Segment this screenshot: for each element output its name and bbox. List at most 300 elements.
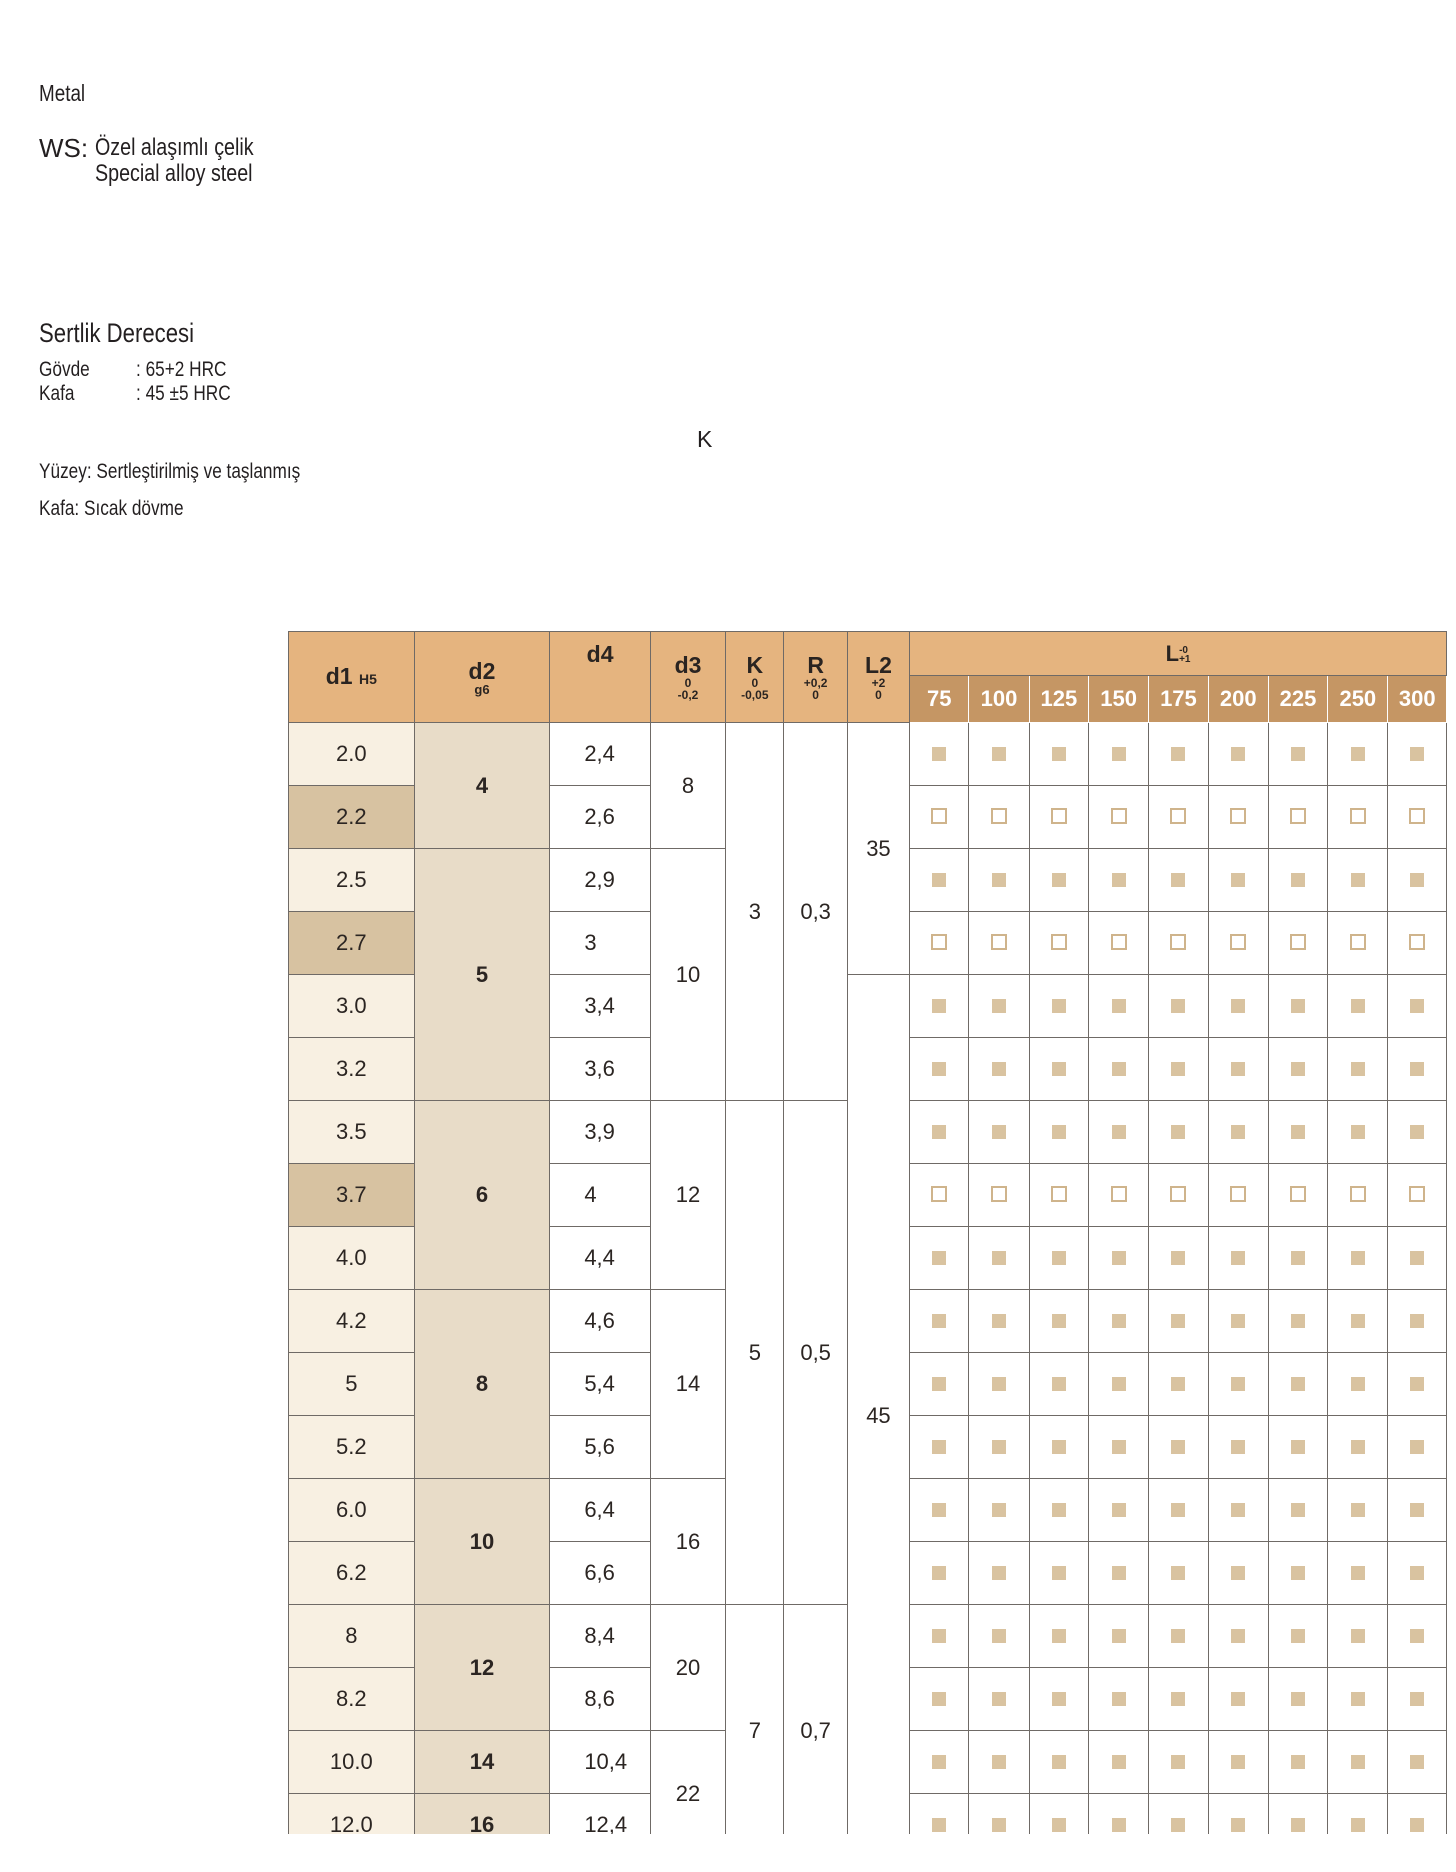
availability-cell <box>1388 1479 1447 1542</box>
filled-square-icon <box>1171 747 1185 761</box>
availability-cell <box>1029 786 1088 849</box>
filled-square-icon <box>1231 1503 1245 1517</box>
availability-cell <box>1088 1479 1148 1542</box>
filled-square-icon <box>1410 1755 1424 1769</box>
availability-cell <box>1029 1290 1088 1353</box>
header-r: R +0,2 0 <box>784 632 847 723</box>
availability-cell <box>1208 849 1268 912</box>
filled-square-icon <box>992 1377 1006 1391</box>
availability-cell <box>1388 786 1447 849</box>
l2-cell: 35 <box>847 723 909 975</box>
availability-cell <box>1328 1542 1388 1605</box>
filled-square-icon <box>932 1566 946 1580</box>
d2-cell: 14 <box>414 1731 550 1794</box>
open-square-icon <box>1111 1186 1127 1202</box>
filled-square-icon <box>992 1251 1006 1265</box>
filled-square-icon <box>1171 1125 1185 1139</box>
availability-cell <box>969 1038 1029 1101</box>
filled-square-icon <box>932 873 946 887</box>
filled-square-icon <box>1231 1755 1245 1769</box>
availability-cell <box>969 849 1029 912</box>
availability-cell <box>1029 1605 1088 1668</box>
filled-square-icon <box>1231 1251 1245 1265</box>
availability-cell <box>1208 786 1268 849</box>
availability-cell <box>1149 786 1208 849</box>
filled-square-icon <box>1291 1503 1305 1517</box>
availability-cell <box>1029 723 1088 786</box>
dimension-table-body <box>289 723 1447 1835</box>
filled-square-icon <box>1112 1692 1126 1706</box>
d1-cell: 3.7 <box>289 1164 415 1227</box>
availability-cell <box>1328 1038 1388 1101</box>
d3-cell: 10 <box>650 849 725 1101</box>
availability-cell <box>1088 1290 1148 1353</box>
availability-cell <box>1088 1668 1148 1731</box>
availability-cell <box>1029 1164 1088 1227</box>
d4-cell: 2,9 <box>550 849 651 912</box>
filled-square-icon <box>992 1314 1006 1328</box>
filled-square-icon <box>1171 1629 1185 1643</box>
availability-cell <box>1268 975 1327 1038</box>
d4-cell: 10,4 <box>550 1731 651 1794</box>
d3-cell: 22 <box>650 1731 725 1835</box>
open-square-icon <box>1230 934 1246 950</box>
header-d4: d4 <box>550 632 651 723</box>
availability-cell <box>1328 1353 1388 1416</box>
availability-cell <box>910 1731 969 1794</box>
filled-square-icon <box>1351 1755 1365 1769</box>
d1-cell: 5 <box>289 1353 415 1416</box>
filled-square-icon <box>1052 1629 1066 1643</box>
d4-cell: 2,6 <box>550 786 651 849</box>
filled-square-icon <box>1410 1314 1424 1328</box>
availability-cell <box>1088 1794 1148 1835</box>
availability-cell <box>1388 912 1447 975</box>
open-square-icon <box>1290 808 1306 824</box>
filled-square-icon <box>1231 1629 1245 1643</box>
availability-cell <box>1149 849 1208 912</box>
length-header-250: 250 <box>1328 676 1388 723</box>
availability-cell <box>1328 786 1388 849</box>
availability-cell <box>1149 723 1208 786</box>
availability-cell <box>1328 912 1388 975</box>
availability-cell <box>1328 1101 1388 1164</box>
filled-square-icon <box>1410 1251 1424 1265</box>
filled-square-icon <box>1112 1062 1126 1076</box>
length-header-175: 175 <box>1149 676 1208 723</box>
availability-cell <box>1149 1668 1208 1731</box>
availability-cell <box>1388 1605 1447 1668</box>
availability-cell <box>969 912 1029 975</box>
filled-square-icon <box>1112 1125 1126 1139</box>
filled-square-icon <box>1112 747 1126 761</box>
filled-square-icon <box>1052 1377 1066 1391</box>
availability-cell <box>1208 1479 1268 1542</box>
length-header-225: 225 <box>1268 676 1327 723</box>
filled-square-icon <box>1231 747 1245 761</box>
availability-cell <box>1328 1290 1388 1353</box>
availability-cell <box>910 723 969 786</box>
d1-cell: 2.2 <box>289 786 415 849</box>
filled-square-icon <box>1351 1062 1365 1076</box>
availability-cell <box>1029 975 1088 1038</box>
filled-square-icon <box>992 1125 1006 1139</box>
filled-square-icon <box>1112 1377 1126 1391</box>
availability-cell <box>1029 1353 1088 1416</box>
availability-cell <box>1088 1038 1148 1101</box>
open-square-icon <box>1230 1186 1246 1202</box>
availability-cell <box>1029 1731 1088 1794</box>
availability-cell <box>910 1479 969 1542</box>
availability-cell <box>1088 1164 1148 1227</box>
availability-cell <box>1029 1038 1088 1101</box>
filled-square-icon <box>992 999 1006 1013</box>
d1-cell: 10.0 <box>289 1731 415 1794</box>
filled-square-icon <box>1231 1818 1245 1832</box>
d4-cell: 8,4 <box>550 1605 651 1668</box>
d2-cell: 6 <box>414 1101 550 1290</box>
filled-square-icon <box>1231 873 1245 887</box>
filled-square-icon <box>1052 1251 1066 1265</box>
open-square-icon <box>1170 934 1186 950</box>
availability-cell <box>1268 1731 1327 1794</box>
hardness-head-value: : 45 ±5 HRC <box>136 382 231 405</box>
availability-cell <box>1328 1668 1388 1731</box>
l2-cell: 45 <box>847 975 909 1835</box>
availability-cell <box>1029 912 1088 975</box>
availability-cell <box>1268 1542 1327 1605</box>
filled-square-icon <box>1410 747 1424 761</box>
availability-cell <box>1149 1038 1208 1101</box>
availability-cell <box>1388 1038 1447 1101</box>
filled-square-icon <box>1351 1503 1365 1517</box>
filled-square-icon <box>932 1062 946 1076</box>
open-square-icon <box>1350 1186 1366 1202</box>
availability-cell <box>969 1101 1029 1164</box>
header-d2: d2 g6 <box>414 632 550 723</box>
filled-square-icon <box>1410 999 1424 1013</box>
availability-cell <box>1208 1290 1268 1353</box>
availability-cell <box>1268 1353 1327 1416</box>
availability-cell <box>1208 1542 1268 1605</box>
availability-cell <box>910 1794 969 1835</box>
availability-cell <box>1208 1164 1268 1227</box>
d3-cell: 14 <box>650 1290 725 1479</box>
availability-cell <box>1268 1227 1327 1290</box>
availability-cell <box>969 723 1029 786</box>
availability-cell <box>1149 1731 1208 1794</box>
open-square-icon <box>1290 934 1306 950</box>
material-name-en: Special alloy steel <box>95 160 253 187</box>
d2-cell: 10 <box>414 1479 550 1605</box>
availability-cell <box>1088 786 1148 849</box>
length-header-300: 300 <box>1388 676 1447 723</box>
filled-square-icon <box>932 747 946 761</box>
d4-cell: 6,6 <box>550 1542 651 1605</box>
availability-cell <box>1268 912 1327 975</box>
d4-cell: 3,9 <box>550 1101 651 1164</box>
filled-square-icon <box>992 1503 1006 1517</box>
availability-cell <box>969 1416 1029 1479</box>
filled-square-icon <box>1052 1692 1066 1706</box>
filled-square-icon <box>1112 873 1126 887</box>
r-cell: 0,5 <box>784 1101 847 1605</box>
open-square-icon <box>931 1186 947 1202</box>
availability-cell <box>969 1164 1029 1227</box>
filled-square-icon <box>932 1251 946 1265</box>
availability-cell <box>1328 1227 1388 1290</box>
availability-cell <box>969 975 1029 1038</box>
filled-square-icon <box>1410 1566 1424 1580</box>
filled-square-icon <box>1052 1503 1066 1517</box>
availability-cell <box>1208 1668 1268 1731</box>
filled-square-icon <box>992 1755 1006 1769</box>
filled-square-icon <box>1231 1692 1245 1706</box>
filled-square-icon <box>1351 747 1365 761</box>
availability-cell <box>1029 1416 1088 1479</box>
availability-cell <box>969 786 1029 849</box>
availability-cell <box>1029 1794 1088 1835</box>
availability-cell <box>910 1164 969 1227</box>
filled-square-icon <box>1171 1503 1185 1517</box>
availability-cell <box>1388 1794 1447 1835</box>
open-square-icon <box>1051 808 1067 824</box>
d1-cell: 6.0 <box>289 1479 415 1542</box>
availability-cell <box>1268 1479 1327 1542</box>
availability-cell <box>1088 1731 1148 1794</box>
availability-cell <box>969 1227 1029 1290</box>
d1-cell: 2.7 <box>289 912 415 975</box>
availability-cell <box>910 1227 969 1290</box>
availability-cell <box>1029 1101 1088 1164</box>
r-cell: 0,7 <box>784 1605 847 1835</box>
open-square-icon <box>1051 934 1067 950</box>
filled-square-icon <box>1231 1566 1245 1580</box>
availability-cell <box>910 1038 969 1101</box>
filled-square-icon <box>1112 1818 1126 1832</box>
open-square-icon <box>1409 934 1425 950</box>
availability-cell <box>910 1101 969 1164</box>
filled-square-icon <box>932 999 946 1013</box>
d3-cell: 8 <box>650 723 725 849</box>
open-square-icon <box>991 934 1007 950</box>
availability-cell <box>910 1668 969 1731</box>
availability-cell <box>1328 1731 1388 1794</box>
length-header-200: 200 <box>1208 676 1268 723</box>
filled-square-icon <box>1291 1062 1305 1076</box>
availability-cell <box>1149 1227 1208 1290</box>
filled-square-icon <box>1052 999 1066 1013</box>
availability-cell <box>1208 1731 1268 1794</box>
filled-square-icon <box>1052 1755 1066 1769</box>
availability-cell <box>1388 975 1447 1038</box>
d1-cell: 2.0 <box>289 723 415 786</box>
filled-square-icon <box>1112 1440 1126 1454</box>
d4-cell: 3,4 <box>550 975 651 1038</box>
availability-cell <box>1208 1794 1268 1835</box>
availability-cell <box>1268 786 1327 849</box>
filled-square-icon <box>1052 873 1066 887</box>
filled-square-icon <box>1231 1062 1245 1076</box>
open-square-icon <box>1111 808 1127 824</box>
d1-cell: 4.2 <box>289 1290 415 1353</box>
d1-cell: 8.2 <box>289 1668 415 1731</box>
filled-square-icon <box>1171 1251 1185 1265</box>
availability-cell <box>1388 1101 1447 1164</box>
filled-square-icon <box>1351 1125 1365 1139</box>
availability-cell <box>910 1416 969 1479</box>
hardness-body-label: Gövde <box>39 358 90 381</box>
availability-cell <box>1328 849 1388 912</box>
open-square-icon <box>931 934 947 950</box>
d1-cell: 2.5 <box>289 849 415 912</box>
availability-cell <box>1388 723 1447 786</box>
d2-cell: 16 <box>414 1794 550 1835</box>
d4-cell: 4,4 <box>550 1227 651 1290</box>
availability-cell <box>1088 849 1148 912</box>
header-k: K 0 -0,05 <box>726 632 784 723</box>
filled-square-icon <box>992 1062 1006 1076</box>
k-cell: 3 <box>726 723 784 1101</box>
availability-cell <box>1029 849 1088 912</box>
header-l: L -0 +1 <box>910 632 1447 676</box>
availability-cell <box>1268 1038 1327 1101</box>
availability-cell <box>1328 723 1388 786</box>
filled-square-icon <box>1410 1503 1424 1517</box>
availability-cell <box>1388 849 1447 912</box>
filled-square-icon <box>1171 1377 1185 1391</box>
availability-cell <box>1029 1227 1088 1290</box>
length-header-150: 150 <box>1088 676 1148 723</box>
d4-cell: 4 <box>550 1164 651 1227</box>
filled-square-icon <box>1171 1062 1185 1076</box>
availability-cell <box>910 1290 969 1353</box>
availability-cell <box>1029 1668 1088 1731</box>
d4-cell: 2,4 <box>550 723 651 786</box>
r-cell: 0,3 <box>784 723 847 1101</box>
availability-cell <box>1268 1605 1327 1668</box>
filled-square-icon <box>1052 1566 1066 1580</box>
filled-square-icon <box>1351 1251 1365 1265</box>
availability-cell <box>969 1794 1029 1835</box>
filled-square-icon <box>1052 1440 1066 1454</box>
filled-square-icon <box>1351 1818 1365 1832</box>
filled-square-icon <box>1291 1566 1305 1580</box>
open-square-icon <box>1170 808 1186 824</box>
filled-square-icon <box>1171 1692 1185 1706</box>
availability-cell <box>1328 1605 1388 1668</box>
open-square-icon <box>1409 1186 1425 1202</box>
d1-cell: 3.0 <box>289 975 415 1038</box>
filled-square-icon <box>1291 1125 1305 1139</box>
header-l2: L2 +2 0 <box>847 632 909 723</box>
filled-square-icon <box>1410 1125 1424 1139</box>
availability-cell <box>969 1479 1029 1542</box>
d4-cell: 5,6 <box>550 1416 651 1479</box>
d1-cell: 3.2 <box>289 1038 415 1101</box>
availability-cell <box>910 975 969 1038</box>
filled-square-icon <box>1291 1629 1305 1643</box>
filled-square-icon <box>992 1566 1006 1580</box>
availability-cell <box>1388 1353 1447 1416</box>
filled-square-icon <box>1171 873 1185 887</box>
filled-square-icon <box>1231 1314 1245 1328</box>
availability-cell <box>910 1353 969 1416</box>
filled-square-icon <box>1171 999 1185 1013</box>
header-d3: d3 0 -0,2 <box>650 632 725 723</box>
dimension-table <box>288 631 1447 1834</box>
open-square-icon <box>1409 808 1425 824</box>
filled-square-icon <box>1291 1692 1305 1706</box>
d3-cell: 16 <box>650 1479 725 1605</box>
availability-cell <box>910 1605 969 1668</box>
filled-square-icon <box>1351 1566 1365 1580</box>
d4-cell: 3 <box>550 912 651 975</box>
material-name-tr: Özel alaşımlı çelik <box>95 134 254 161</box>
filled-square-icon <box>1171 1314 1185 1328</box>
filled-square-icon <box>1112 1314 1126 1328</box>
availability-cell <box>1208 1353 1268 1416</box>
open-square-icon <box>1111 934 1127 950</box>
head-forging-note: Kafa: Sıcak dövme <box>39 497 184 520</box>
filled-square-icon <box>1112 1629 1126 1643</box>
open-square-icon <box>1170 1186 1186 1202</box>
availability-cell <box>1208 1416 1268 1479</box>
availability-cell <box>969 1353 1029 1416</box>
availability-cell <box>1088 1542 1148 1605</box>
open-square-icon <box>1350 808 1366 824</box>
filled-square-icon <box>992 1692 1006 1706</box>
availability-cell <box>1088 1101 1148 1164</box>
filled-square-icon <box>1052 1125 1066 1139</box>
d1-cell: 8 <box>289 1605 415 1668</box>
filled-square-icon <box>1291 1440 1305 1454</box>
open-square-icon <box>1290 1186 1306 1202</box>
d4-cell: 4,6 <box>550 1290 651 1353</box>
availability-cell <box>1149 1479 1208 1542</box>
availability-cell <box>1149 912 1208 975</box>
header-d1: d1 H5 <box>289 632 415 723</box>
filled-square-icon <box>1171 1440 1185 1454</box>
availability-cell <box>1208 1101 1268 1164</box>
availability-cell <box>1388 1290 1447 1353</box>
availability-cell <box>1388 1227 1447 1290</box>
filled-square-icon <box>1351 1629 1365 1643</box>
filled-square-icon <box>1052 1314 1066 1328</box>
availability-cell <box>1149 1353 1208 1416</box>
filled-square-icon <box>932 1440 946 1454</box>
availability-cell <box>1268 1416 1327 1479</box>
d1-cell: 5.2 <box>289 1416 415 1479</box>
d1-cell: 3.5 <box>289 1101 415 1164</box>
d2-cell: 4 <box>414 723 550 849</box>
availability-cell <box>1268 1794 1327 1835</box>
availability-cell <box>969 1542 1029 1605</box>
filled-square-icon <box>1052 1818 1066 1832</box>
availability-cell <box>1328 975 1388 1038</box>
filled-square-icon <box>1231 1440 1245 1454</box>
filled-square-icon <box>992 1818 1006 1832</box>
filled-square-icon <box>992 1440 1006 1454</box>
filled-square-icon <box>992 747 1006 761</box>
hardness-title: Sertlik Derecesi <box>39 318 195 348</box>
d3-cell: 12 <box>650 1101 725 1290</box>
filled-square-icon <box>1112 1566 1126 1580</box>
filled-square-icon <box>932 1629 946 1643</box>
hardness-head-label: Kafa <box>39 382 75 405</box>
open-square-icon <box>931 808 947 824</box>
length-header-100: 100 <box>969 676 1029 723</box>
